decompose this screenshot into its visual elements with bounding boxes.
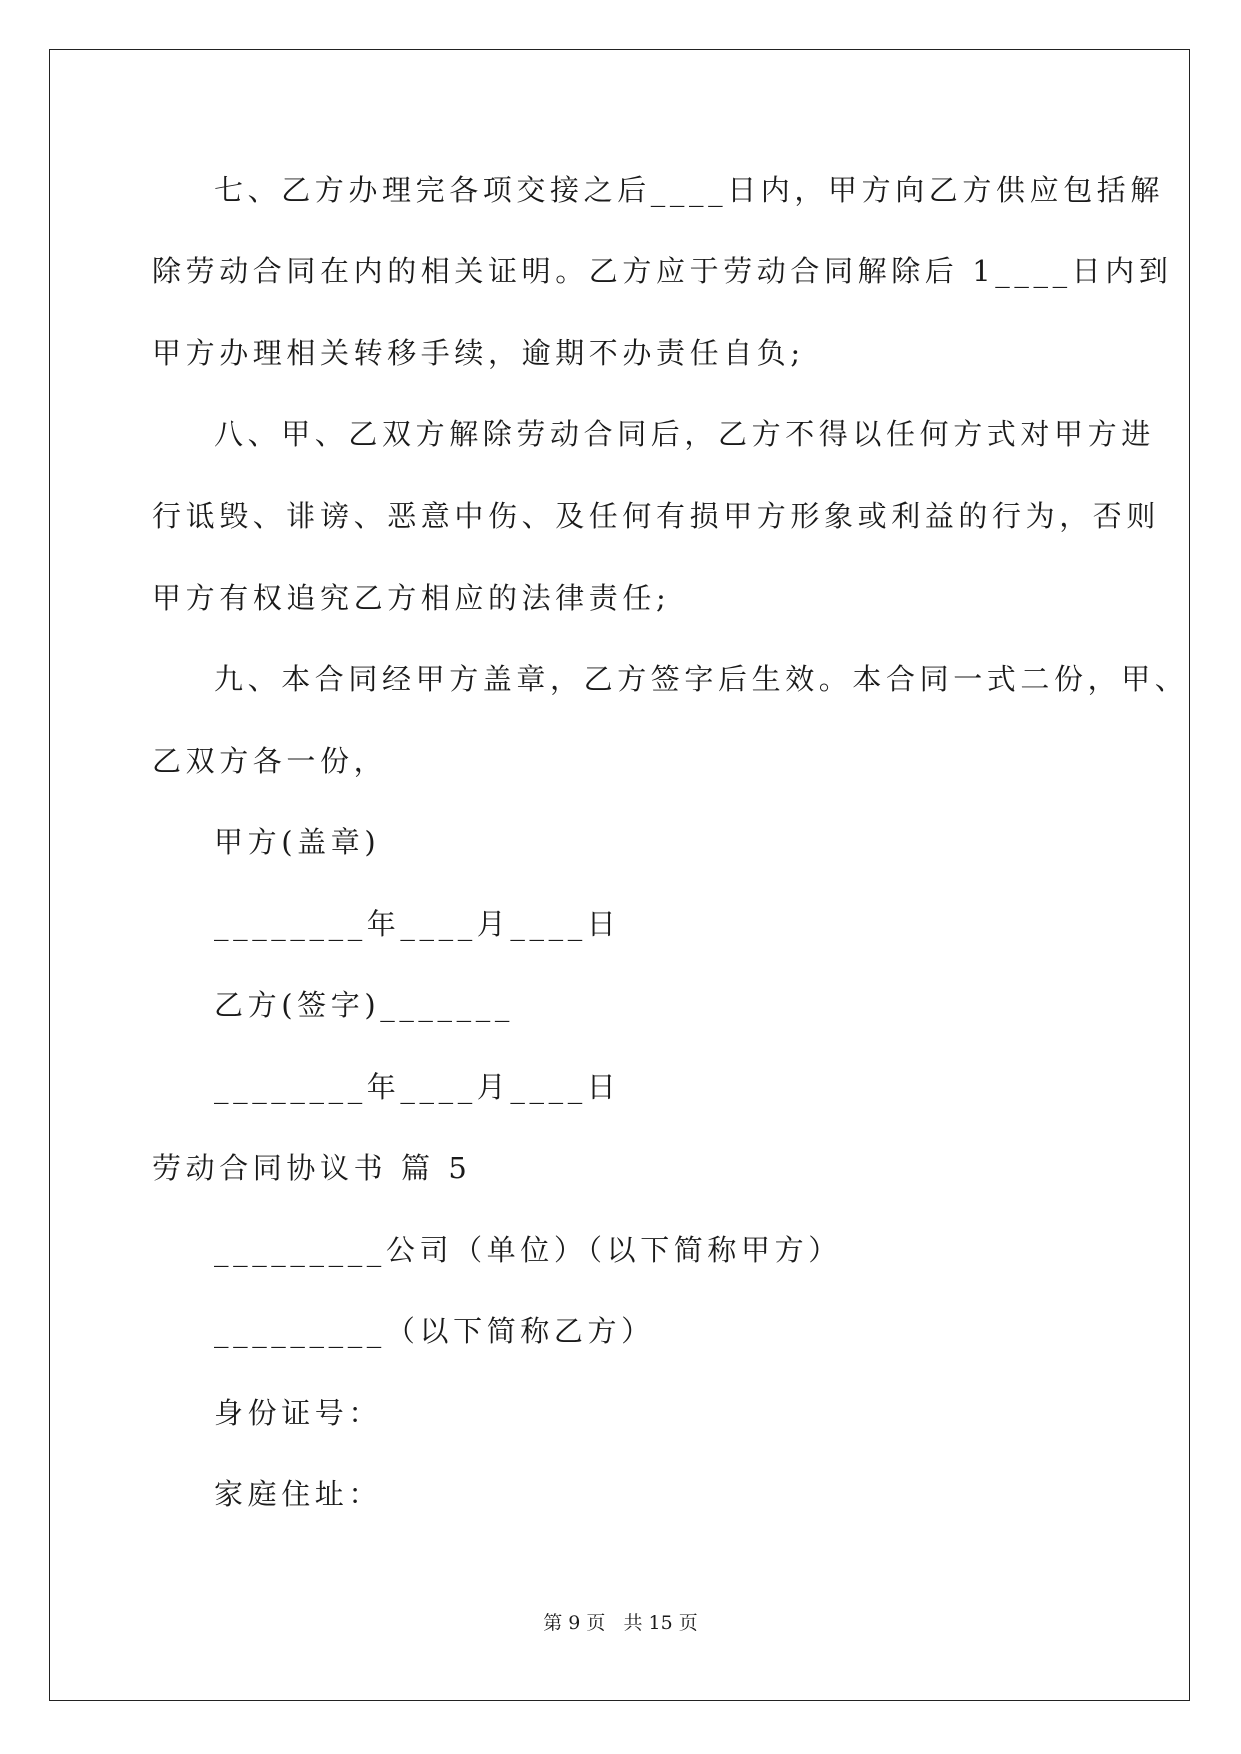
party-a-seal: 甲方(盖章) [214,825,381,859]
party-b-signature: 乙方(签字)_______ [214,988,514,1022]
party-a-company-line: _________公司（单位）（以下简称甲方） [214,1233,842,1267]
clause-7-line-1: 七、乙方办理完各项交接之后____日内，甲方向乙方供应包括解 [214,173,1165,207]
clause-9-line-2: 乙双方各一份， [152,744,388,778]
party-b-date: ________年____月____日 [214,1070,621,1104]
party-a-date: ________年____月____日 [214,907,621,941]
section-title: 劳动合同协议书 篇 5 [152,1151,472,1185]
id-number-label: 身份证号： [214,1396,383,1430]
home-address-label: 家庭住址： [214,1477,383,1511]
party-b-line: _________（以下简称乙方） [214,1314,655,1348]
clause-7-line-3: 甲方办理相关转移手续，逾期不办责任自负; [152,336,805,370]
clause-8-line-2: 行诋毁、诽谤、恶意中伤、及任何有损甲方形象或利益的行为，否则 [152,499,1161,533]
clause-7-line-2: 除劳动合同在内的相关证明。乙方应于劳动合同解除后 1____日内到 [152,254,1173,288]
page-number-footer: 第 9 页 共 15 页 [543,1612,698,1634]
clause-8-line-3: 甲方有权追究乙方相应的法律责任; [152,581,671,615]
clause-8-line-1: 八、甲、乙双方解除劳动合同后，乙方不得以任何方式对甲方进 [214,417,1155,451]
page-border [49,49,1190,1701]
clause-9-line-1: 九、本合同经甲方盖章，乙方签字后生效。本合同一式二份，甲、 [214,662,1189,696]
